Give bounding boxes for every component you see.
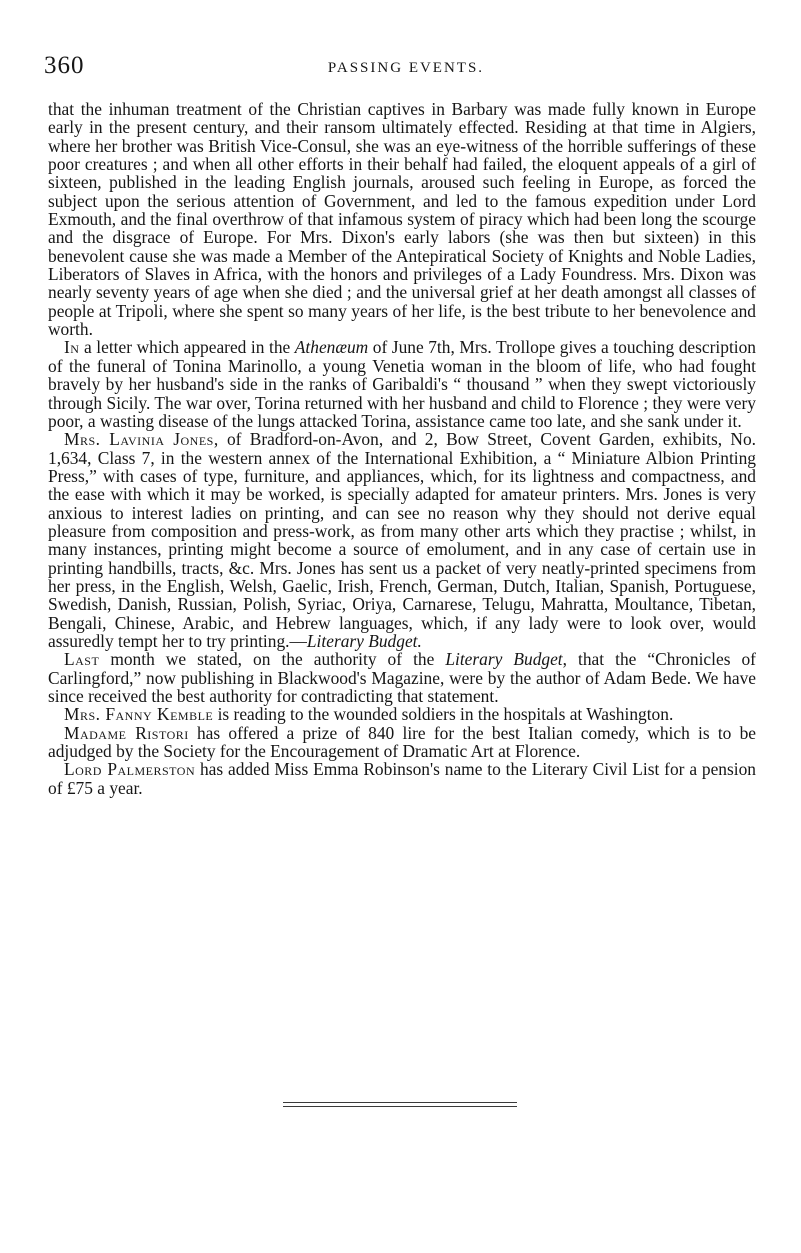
paragraph-text: has added Miss Emma Robinson's name to the Literary Civil List for a pension of £75 a year. — [48, 759, 756, 798]
page-number: 360 — [44, 52, 85, 79]
paragraph-text: has offered a prize of 840 lire for the best Italian comedy, which is to be adjudged by the Society for the Encouragement of Dramatic Art at Florence. — [48, 722, 756, 762]
publication-title: Literary Budget — [445, 649, 563, 670]
paragraph-text: , that the “Chronicles of Carlingford,” now publishing in Blackwood's Magazine, were by the author of Adam Bede. We have since received the best authority for contradicting that statement. — [48, 649, 756, 706]
lead-words: In — [64, 337, 80, 358]
article-body — [48, 100, 756, 797]
paragraph-text: month we stated, on the authority of the — [99, 649, 446, 670]
section-divider — [283, 1106, 517, 1107]
paragraph-correction — [48, 650, 756, 705]
paragraph-palmerston — [48, 760, 756, 797]
lead-words: Lord Palmerston — [64, 759, 196, 780]
paragraph-kemble — [48, 705, 756, 723]
paragraph-text: a letter which appeared in the — [79, 337, 295, 358]
lead-words: Mrs. Fanny Kemble — [64, 704, 214, 725]
paragraph-jones — [48, 430, 756, 650]
running-head: PASSING EVENTS. — [327, 60, 485, 76]
lead-words: Madame Ristori — [64, 722, 189, 743]
lead-words: Mrs. Lavinia Jones, — [64, 429, 219, 450]
paragraph-text: of Bradford-on-Avon, and 2, Bow Street, Covent Garden, exhibits, No. 1,634, Class 7, in the western annex of the International Exhibition, a “ Miniature Albion Printing Press,” with cases of type, furniture, and appliances, which, for its lightness and compactness, and the ease with which it may be worked, is specially adapted for amateur printers. Mrs. Jones is very anxious to interest ladies on printing, and can see no reason why they should not derive equal pleasure from composition and press-work, as from many other arts which they practise ; whilst, in many instances, printing might become a source of emolument, and in any case of certain use in printing handbills, tracts, &c. Mrs. Jones has sent us a packet of very neatly-printed specimens from her press, in the English, Welsh, Gaelic, Irish, French, German, Dutch, Italian, Spanish, Portuguese, Swedish, Danish, Russian, Polish, Syriac, Oriya, Carnarese, Telugu, Mahratta, Moultance, Tibetan, Bengali, Chinese, Arabic, and Hebrew languages, which, if any lady were to look over, would assuredly tempt her to try printing.— — [48, 429, 756, 651]
page-header — [44, 52, 768, 84]
source-credit: Literary Budget. — [306, 630, 422, 651]
paragraph-ristori — [48, 724, 756, 761]
paragraph-dixon: that the inhuman treatment of the Christian captives in Barbary was made fully known in Europe early in the present century, and their ransom ultimately effected. Residing at that time in Algiers, where her brother was British Vice-Consul, she was an eye-witness of the horrible sufferings of these poor creatures ; and when all other efforts in their behalf had failed, the eloquent appeals of a girl of sixteen, published in the leading English journals, aroused such feeling in Europe, as forced the subject upon the serious attention of Government, and led to the famous expedition under Lord Exmouth, and the final overthrow of that infamous system of piracy which had been long the scourge and the disgrace of Europe. For Mrs. Dixon's early labors (she was then but sixteen) in this benevolent cause she was made a Member of the Antepiratical Society of Knights and Noble Ladies, Liberators of Slaves in Africa, with the honors and privileges of a Lady Foundress. Mrs. Dixon was nearly seventy years of age when she died ; and the universal grief at her death amongst all classes of people at Tripoli, where she spent so many years of her life, is the best tribute to her benevolence and worth. — [48, 99, 756, 340]
section-divider — [283, 1102, 517, 1103]
publication-title: Athenæum — [294, 337, 369, 358]
paragraph-text: is reading to the wounded soldiers in the hospitals at Washington. — [213, 704, 674, 725]
lead-words: Last — [64, 649, 100, 670]
paragraph-trollope — [48, 338, 756, 430]
paragraph-text: of June 7th, Mrs. Trollope gives a touching description of the funeral of Tonina Marinollo, a young Venetia woman in the bloom of life, who had fought bravely by her husband's side in the ranks of Garibaldi's “ thousand ” when they swept victoriously through Sicily. The war over, Torina returned with her husband and child to Florence ; they were very poor, a wasting disease of the lungs attacked Torina, assistance came too late, and she sank under it. — [48, 337, 756, 431]
